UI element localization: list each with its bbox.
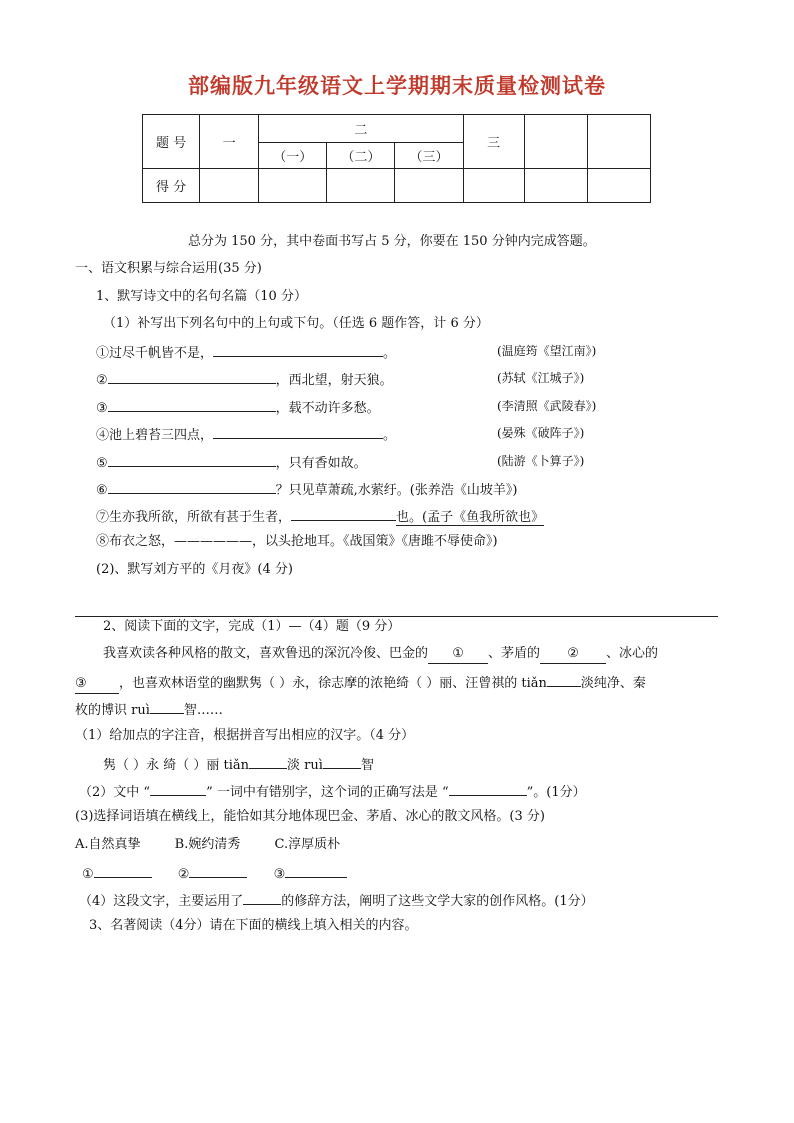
q2-passage-line-1 bbox=[103, 645, 658, 664]
q1-item-6-pre: ⑥ bbox=[96, 483, 108, 498]
score-table-score-label: 得 分 bbox=[143, 169, 200, 203]
q1-item-3-source: (李清照《武陵春》) bbox=[497, 399, 597, 413]
answer-label-3: ③ bbox=[273, 867, 286, 882]
answer-blank[interactable] bbox=[108, 369, 276, 384]
answer-label-1: ① bbox=[82, 867, 94, 882]
q2-options bbox=[75, 836, 340, 854]
q1-item-2 bbox=[96, 369, 393, 390]
q2-title: 2、阅读下面的文字，完成（1）—（4）题（9 分） bbox=[103, 619, 401, 634]
q2-passage-line-3 bbox=[75, 699, 223, 720]
q1-item-2-source: (苏轼《江城子》) bbox=[497, 371, 585, 385]
section-1-heading: 一、语文积累与综合运用(35 分) bbox=[75, 261, 262, 276]
q1-item-4-source: (晏殊《破阵子》) bbox=[497, 426, 585, 440]
passage-text: （4）这段文字，主要运用了 bbox=[79, 894, 244, 909]
q1-item-7 bbox=[96, 506, 544, 527]
score-table-sub-1: （一） bbox=[259, 143, 327, 169]
q1-title: 1、默写诗文中的名句名篇（10 分） bbox=[96, 289, 307, 304]
option-c: C.淳厚质朴 bbox=[274, 837, 341, 852]
q1-item-8 bbox=[96, 533, 498, 551]
q1-item-4-post: 。 bbox=[383, 428, 397, 443]
passage-text: （2）文中 “ bbox=[79, 785, 151, 800]
score-cell bbox=[259, 169, 327, 203]
q2-sub1-answers bbox=[103, 754, 374, 775]
score-table-col-2: 二 bbox=[259, 115, 463, 143]
passage-text: 枚的博识 ruì bbox=[75, 703, 150, 718]
option-b: B.婉约清秀 bbox=[174, 837, 241, 852]
q2-sub2 bbox=[79, 781, 586, 802]
passage-text: ，也喜欢林语堂的幽默隽（ ）永，徐志摩的浓艳绮（ ）丽、汪曾祺的 tiǎn bbox=[119, 676, 547, 691]
answer-blank[interactable] bbox=[291, 506, 396, 521]
q1-item-4-pre: ④池上碧苔三四点， bbox=[96, 428, 214, 443]
q1-item-1 bbox=[96, 342, 396, 363]
answer-blank[interactable] bbox=[285, 863, 347, 878]
q1-item-1-post: 。 bbox=[383, 346, 397, 361]
passage-text: 隽（ ）永 绮（ ）丽 tiǎn bbox=[103, 758, 250, 773]
q1-sub2-instructions: (2)、默写刘方平的《月夜》(4 分) bbox=[96, 562, 293, 577]
passage-text: 智 bbox=[360, 758, 374, 773]
q2-passage-line-2 bbox=[75, 672, 646, 694]
answer-blank[interactable] bbox=[108, 479, 276, 494]
q2-answer-blanks bbox=[82, 863, 347, 884]
answer-blank[interactable] bbox=[108, 397, 276, 412]
answer-blank[interactable] bbox=[213, 342, 383, 357]
score-table-col-5 bbox=[587, 115, 650, 169]
q1-item-5-pre: ⑤ bbox=[96, 456, 108, 471]
passage-blank-tian[interactable] bbox=[547, 672, 581, 687]
passage-blank-3[interactable]: ③ bbox=[75, 675, 119, 694]
q1-item-5 bbox=[96, 452, 367, 473]
score-table-col-3: 三 bbox=[463, 115, 524, 169]
q1-sub1-instructions: （1）补写出下列名句中的上句或下句。（任选 6 题作答，计 6 分） bbox=[103, 316, 489, 331]
answer-blank[interactable] bbox=[323, 754, 361, 769]
q1-item-5-post: ，只有香如故。 bbox=[275, 456, 367, 471]
score-cell bbox=[327, 169, 395, 203]
q1-item-8-dash: —————— bbox=[174, 534, 253, 549]
page-title: 部编版九年级语文上学期期末质量检测试卷 bbox=[188, 74, 606, 98]
passage-text: 淡 ruì bbox=[287, 758, 323, 773]
score-table-sub-3: （三） bbox=[395, 143, 463, 169]
option-a: A.自然真挚 bbox=[75, 837, 141, 852]
score-cell bbox=[200, 169, 259, 203]
passage-text: 淡纯净、秦 bbox=[580, 676, 646, 691]
passage-text: 、冰心的 bbox=[606, 646, 659, 661]
answer-blank[interactable] bbox=[243, 890, 281, 905]
q1-item-3-pre: ③ bbox=[96, 401, 108, 416]
q3-title: 3、名著阅读（4分）请在下面的横线上填入相关的内容。 bbox=[89, 918, 418, 933]
score-table bbox=[142, 114, 651, 203]
q1-item-5-source: (陆游《卜算子》) bbox=[497, 454, 585, 468]
passage-text: 我喜欢读各种风格的散文，喜欢鲁迅的深沉冷俊、巴金的 bbox=[103, 646, 429, 661]
q1-item-8-pre: ⑧布衣之怒， bbox=[96, 534, 175, 549]
score-table-col-1: 一 bbox=[200, 115, 259, 169]
q1-item-6 bbox=[96, 479, 517, 500]
q1-item-1-pre: ①过尽千帆皆不是， bbox=[96, 346, 214, 361]
answer-blank[interactable] bbox=[213, 424, 383, 439]
passage-blank-2[interactable]: ② bbox=[540, 645, 606, 664]
q1-item-1-source: (温庭筠《望江南》) bbox=[497, 344, 597, 358]
q1-item-8-post: ，以头抢地耳。《战国策》《唐雎不辱使命》) bbox=[252, 534, 498, 549]
q1-item-7-post: 也。(孟子《鱼我所欲也》 bbox=[396, 510, 545, 525]
passage-text: ”。(1分） bbox=[526, 785, 586, 800]
passage-text: 的修辞方法，阐明了这些文学大家的创作风格。(1分） bbox=[281, 894, 594, 909]
q1-item-2-post: ，西北望，射天狼。 bbox=[275, 373, 393, 388]
answer-blank[interactable] bbox=[189, 863, 247, 878]
answer-blank[interactable] bbox=[150, 781, 206, 796]
passage-text: 、茅盾的 bbox=[488, 646, 541, 661]
passage-blank-1[interactable]: ① bbox=[428, 645, 488, 664]
score-cell bbox=[587, 169, 650, 203]
answer-blank[interactable] bbox=[94, 863, 152, 878]
answer-blank[interactable] bbox=[449, 781, 527, 796]
score-cell bbox=[524, 169, 587, 203]
answer-line[interactable] bbox=[75, 616, 718, 617]
score-cell bbox=[463, 169, 524, 203]
score-table-row-label: 题 号 bbox=[143, 115, 200, 169]
q1-item-3 bbox=[96, 397, 380, 418]
answer-blank[interactable] bbox=[108, 452, 276, 467]
q1-item-4 bbox=[96, 424, 396, 445]
answer-blank[interactable] bbox=[249, 754, 287, 769]
score-table-sub-2: （二） bbox=[327, 143, 395, 169]
q2-sub3: (3)选择词语填在横线上，能恰如其分地体现巴金、茅盾、冰心的散文风格。(3 分) bbox=[75, 809, 545, 824]
passage-blank-rui[interactable] bbox=[150, 699, 184, 714]
score-cell bbox=[395, 169, 463, 203]
q1-item-6-post: ？只见草萧疏,水萦纡。(张养浩《山坡羊》) bbox=[275, 483, 518, 498]
q2-sub1: （1）给加点的字注音，根据拼音写出相应的汉字。（4 分） bbox=[75, 728, 415, 743]
q1-item-3-post: ，载不动许多愁。 bbox=[275, 401, 380, 416]
answer-label-2: ② bbox=[177, 867, 190, 882]
passage-text: ” 一词中有错别字，这个词的正确写法是 “ bbox=[206, 785, 449, 800]
q1-item-7-pre: ⑦生亦我所欲，所欲有甚于生者， bbox=[96, 510, 292, 525]
score-table-col-4 bbox=[524, 115, 587, 169]
intro-text: 总分为 150 分，其中卷面书写占 5 分，你要在 150 分钟内完成答题。 bbox=[188, 234, 596, 249]
q1-item-2-pre: ② bbox=[96, 373, 108, 388]
q2-sub4 bbox=[79, 890, 594, 911]
passage-text: 智…… bbox=[183, 703, 223, 718]
